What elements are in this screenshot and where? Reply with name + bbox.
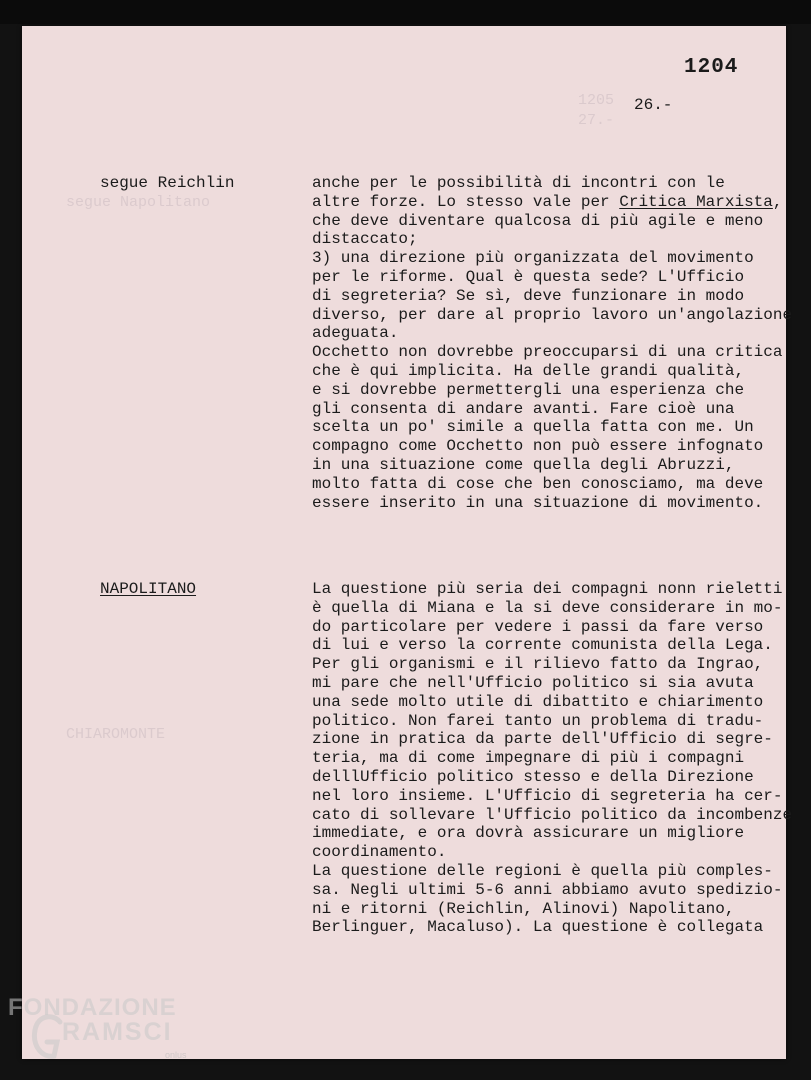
text-line: scelta un po' simile a quella fatta con me. Un <box>312 418 754 437</box>
text-line: Berlinguer, Macaluso). La questione è collegata <box>312 918 764 937</box>
text-line: essere inserito in una situazione di movimento. <box>312 493 764 512</box>
speaker-label-napolitano <box>100 580 196 598</box>
text-line: La questione più seria dei compagni nonn rieletti <box>312 580 783 598</box>
text-line: mi pare che nell'Ufficio politico si sia avuta <box>312 673 754 692</box>
napolitano-paragraph <box>312 580 793 937</box>
text-line: di segreteria? Se sì, deve funzionare in modo <box>312 286 745 305</box>
gramsci-g-logo-icon <box>30 1008 66 1068</box>
text-line: delllUfficio politico stesso e della Direzione <box>312 767 754 786</box>
typewritten-page <box>22 26 793 1059</box>
text-line: zione in pratica da parte dell'Ufficio di segre- <box>312 730 773 749</box>
text-line: compagno come Occhetto non può essere infognato <box>312 437 764 456</box>
text-line: 3) una direzione più organizzata del movimento <box>312 249 754 268</box>
text-line: che è qui implicita. Ha delle grandi qualità, <box>312 361 745 380</box>
text-line: La questione delle regioni è quella più comples- <box>312 861 773 880</box>
text-line: sa. Negli ultimi 5-6 anni abbiamo avuto spedizio- <box>312 880 783 899</box>
speaker-label-reichlin: segue Reichlin <box>100 174 235 192</box>
bleed-through-speaker: segue Napolitano <box>66 194 211 211</box>
text-line: di lui e verso la corrente comunista della Lega. <box>312 636 773 655</box>
watermark-line1: FONDAZIONE <box>8 994 177 1021</box>
text-line-start: altre forze. Lo stesso vale per <box>312 192 620 211</box>
sub-page-number: 26.- <box>634 96 673 114</box>
speaker-name: NAPOLITANO <box>100 580 197 598</box>
text-line: distaccato; <box>312 230 418 249</box>
text-line: immediate, e ora dovrà assicurare un migliore <box>312 824 745 843</box>
text-line: una sede molto utile di dibattito e chiarimento <box>312 692 764 711</box>
text-line: teria, ma di come impegnare di più i compagni <box>312 749 745 768</box>
text-line: per le riforme. Qual è questa sede? L'Ufficio <box>312 267 745 286</box>
text-line: è quella di Miana e la si deve considerare in mo- <box>312 598 783 617</box>
text-line: anche per le possibilità di incontri con le <box>312 174 725 192</box>
watermark-line2: RAMSCI <box>62 1018 173 1046</box>
text-line: do particolare per vedere i passi da fare verso <box>312 617 764 636</box>
text-line: diverso, per dare al proprio lavoro un'angolazione <box>312 305 793 324</box>
text-line: ni e ritorni (Reichlin, Alinovi) Napolitano, <box>312 899 735 918</box>
critica-marxista-title: Critica Marxista <box>619 192 773 211</box>
text-line: nel loro insieme. L'Ufficio di segreteria ha cer- <box>312 786 783 805</box>
text-line: gli consenta di andare avanti. Fare cioè una <box>312 399 735 418</box>
bleed-through-speaker-2: CHIAROMONTE <box>66 726 166 743</box>
text-line: e si dovrebbe permettergli una esperienza che <box>312 380 745 399</box>
fondazione-gramsci-watermark <box>0 988 215 1080</box>
text-line: Occhetto non dovrebbe preoccuparsi di una critica <box>312 343 783 362</box>
text-line: molto fatta di cose che ben conosciamo, ma deve <box>312 474 764 493</box>
bleed-through-sub: 27.- <box>578 112 615 129</box>
text-line: cato di sollevare l'Ufficio politico da incombenze <box>312 805 793 824</box>
text-line: in una situazione come quella degli Abruzzi, <box>312 455 735 474</box>
bleed-through-number: 1205 <box>578 92 615 109</box>
text-line: che deve diventare qualcosa di più agile e meno <box>312 211 764 230</box>
text-line: Per gli organismi e il rilievo fatto da Ingrao, <box>312 655 764 674</box>
text-line: adeguata. <box>312 324 399 343</box>
watermark-onlus: onlus <box>165 1050 187 1060</box>
reichlin-paragraph <box>312 174 793 512</box>
text-line-end: , <box>772 192 783 211</box>
scanner-top-edge <box>0 0 811 24</box>
text-line: coordinamento. <box>312 843 447 862</box>
text-line: politico. Non farei tanto un problema di tradu- <box>312 711 764 730</box>
text-line <box>312 193 784 212</box>
page-number: 1204 <box>684 56 739 79</box>
